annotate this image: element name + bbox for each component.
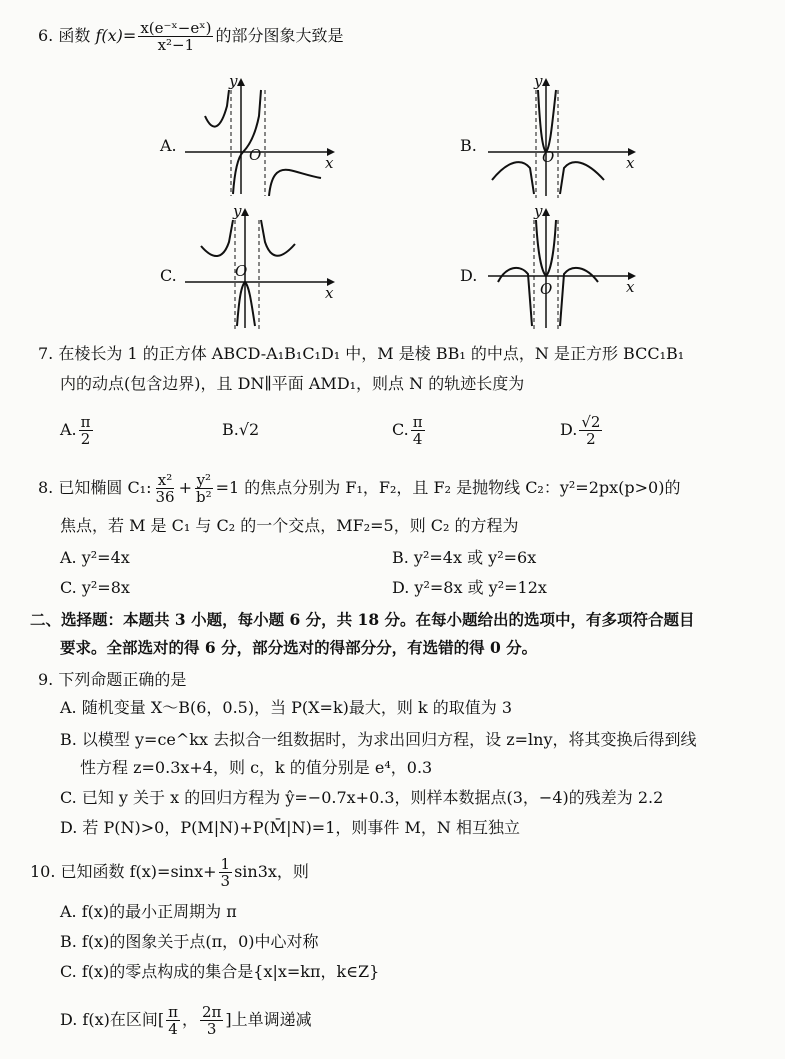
q7-option-b <box>222 420 259 440</box>
q7-option-d-label: D. <box>560 420 578 439</box>
q8-line1 <box>38 472 680 505</box>
q6-option-d-label: D. <box>460 266 478 285</box>
q6-graph-c-origin: O <box>235 262 248 280</box>
q7-option-c-label: C. <box>392 420 409 439</box>
q10-stem-a: 10. 已知函数 f(x)=sinx+ <box>30 862 217 881</box>
q6-fraction <box>138 20 213 53</box>
q9-option-b-line2: 性方程 z=0.3x+4，则 c，k 的值分别是 e⁴，0.3 <box>80 758 433 777</box>
q7-option-d-den: 2 <box>586 430 596 448</box>
q6-text-before: 函数 <box>58 26 91 45</box>
q9-option-b-line1: B. 以模型 y=ce^kx 去拟合一组数据时，为求出回归方程，设 z=lny，将其变换后得到线 <box>60 730 697 749</box>
q6-option-c-label: C. <box>160 266 177 285</box>
q6-graph-d-x-label: x <box>626 278 635 296</box>
q6-graph-c <box>185 202 335 330</box>
q10-option-d-f1-den: 4 <box>168 1020 178 1038</box>
q8-frac2-den: b² <box>196 488 212 506</box>
q10-stem <box>30 856 309 889</box>
q7-line1: 7. 在棱长为 1 的正方体 ABCD-A₁B₁C₁D₁ 中，M 是棱 BB₁ 的中点，N 是正方形 BCC₁B₁ <box>38 344 685 363</box>
q10-option-d-f2-den: 3 <box>206 1020 217 1038</box>
q6-text-after: 的部分图象大致是 <box>215 26 344 45</box>
q8-option-a: A. y²=4x <box>60 548 130 567</box>
q10-option-d <box>60 1004 312 1037</box>
q7-option-a <box>60 414 95 447</box>
q6-frac-den: x²−1 <box>157 36 195 54</box>
q8-line1-a: 8. 已知椭圆 C₁: <box>38 478 152 497</box>
q6-graph-a-origin: O <box>249 146 262 164</box>
q10-frac-num: 1 <box>220 855 231 873</box>
q10-option-d-a: D. f(x)在区间[ <box>60 1010 165 1029</box>
q6-func: f(x)= <box>95 26 137 45</box>
q6-graph-d <box>488 202 638 330</box>
q10-option-d-f1-num: π <box>168 1003 178 1021</box>
q6-graph-a-x-label: x <box>325 154 334 172</box>
q6-graph-a-y-label: y <box>229 72 238 90</box>
q8-line2: 焦点，若 M 是 C₁ 与 C₂ 的一个交点，MF₂=5，则 C₂ 的方程为 <box>60 516 519 535</box>
q9-option-c: C. 已知 y 关于 x 的回归方程为 ŷ=−0.7x+0.3，则样本数据点(3，−4)的残差为 2.2 <box>60 788 664 807</box>
q10-option-b: B. f(x)的图象关于点(π，0)中心对称 <box>60 932 319 951</box>
q6-graph-b-x-label: x <box>626 154 635 172</box>
q7-option-b-label: B. <box>222 420 239 439</box>
q7-option-a-den: 2 <box>80 430 91 448</box>
q8-option-c: C. y²=8x <box>60 578 130 597</box>
q6-graph-b-origin: O <box>542 148 555 166</box>
q6-frac-num: x(e⁻ˣ−eˣ) <box>140 19 212 37</box>
q8-option-d: D. y²=8x 或 y²=12x <box>392 578 547 597</box>
q8-frac1-den: 36 <box>155 488 175 506</box>
section2-line2: 要求。全部选对的得 6 分，部分选对的得部分分，有选错的得 0 分。 <box>60 638 538 657</box>
q7-option-a-num: π <box>80 413 91 431</box>
q6-number: 6. <box>38 26 54 45</box>
q10-option-c: C. f(x)的零点构成的集合是{x|x=kπ，k∈Z} <box>60 962 380 981</box>
q9-stem: 9. 下列命题正确的是 <box>38 670 187 689</box>
q10-option-d-f2-num: 2π <box>201 1003 222 1021</box>
q9-option-d: D. 若 P(N)>0，P(M|N)+P(M̄|N)=1，则事件 M，N 相互独立 <box>60 818 520 837</box>
q8-option-b: B. y²=4x 或 y²=6x <box>392 548 537 567</box>
q7-option-d <box>560 414 604 447</box>
q7-option-d-num: √2 <box>581 413 601 431</box>
q7-line2: 内的动点(包含边界)，且 DN∥平面 AMD₁，则点 N 的轨迹长度为 <box>60 374 525 393</box>
q10-option-d-comma: ， <box>181 1010 198 1029</box>
q6-graph-b <box>488 72 638 198</box>
q7-option-a-label: A. <box>60 420 77 439</box>
q8-frac2-num: y² <box>196 471 212 489</box>
q6-graph-c-y-label: y <box>233 202 242 220</box>
q6-option-b-label: B. <box>460 136 477 155</box>
q6-option-a-label: A. <box>160 136 177 155</box>
q10-stem-b: sin3x，则 <box>234 862 309 881</box>
q6-graph-d-y-label: y <box>534 202 543 220</box>
q10-option-d-b: ]上单调递减 <box>225 1010 312 1029</box>
q9-option-a: A. 随机变量 X～B(6，0.5)，当 P(X=k)最大，则 k 的取值为 3 <box>60 698 513 717</box>
q8-frac1-num: x² <box>157 471 173 489</box>
q6-graph-d-origin: O <box>540 280 553 298</box>
q6-graph-a <box>185 72 335 196</box>
q7-option-c-num: π <box>412 413 423 431</box>
q8-line1-b: =1 的焦点分别为 F₁，F₂，且 F₂ 是抛物线 C₂：y²=2px(p>0)的 <box>215 478 681 497</box>
q6-graph-b-y-label: y <box>534 72 543 90</box>
q7-option-c-den: 4 <box>412 430 423 448</box>
q8-plus: + <box>178 478 192 497</box>
q6-stem <box>38 20 343 53</box>
q7-option-b-value: √2 <box>238 420 260 439</box>
q10-frac-den: 3 <box>220 872 231 890</box>
q7-option-c <box>392 414 427 447</box>
q10-option-a: A. f(x)的最小正周期为 π <box>60 902 237 921</box>
section2-line1: 二、选择题：本题共 3 小题，每小题 6 分，共 18 分。在每小题给出的选项中，有多项符合题目 <box>30 610 695 629</box>
q6-graph-c-x-label: x <box>325 284 334 302</box>
